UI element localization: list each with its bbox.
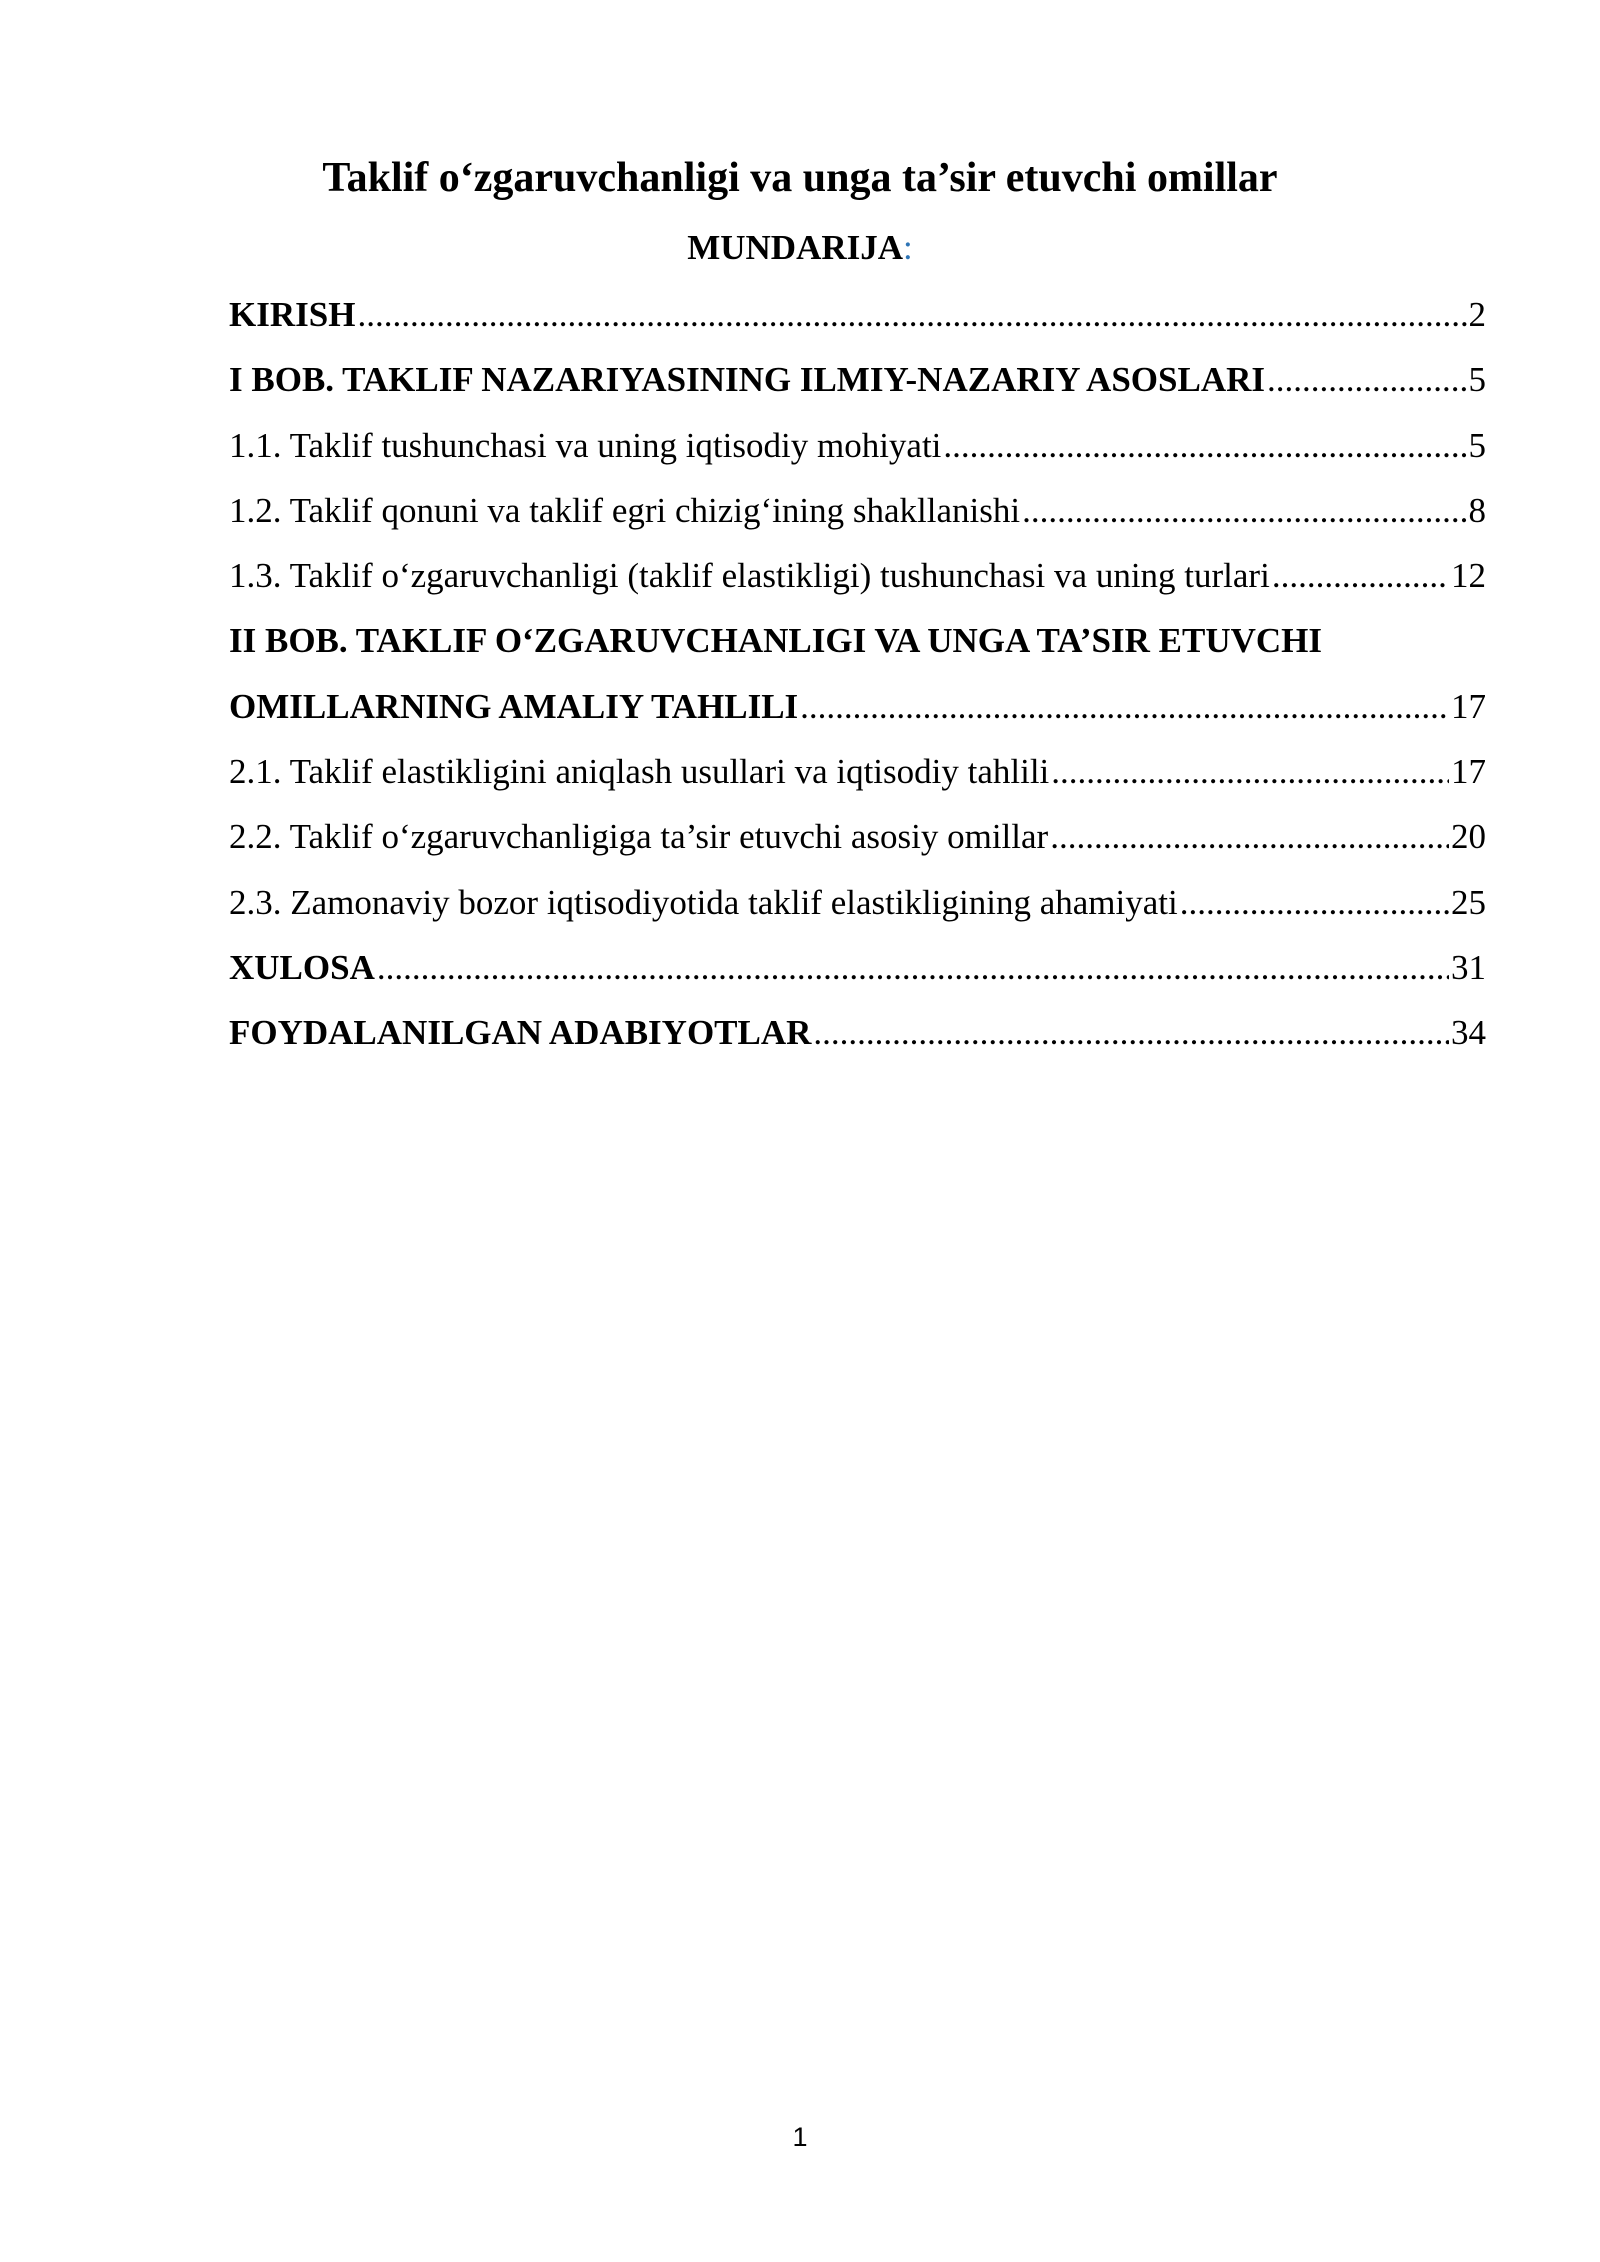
toc-entry-page: 17 <box>1451 686 1486 726</box>
table-of-contents <box>229 291 1486 1075</box>
toc-entry-references[interactable] <box>229 1009 1486 1074</box>
toc-entry-page: 5 <box>1468 425 1486 465</box>
toc-entry-label: 2.3. Zamonaviy bozor iqtisodiyotida taklif elastikligining ahamiyati <box>229 882 1178 922</box>
toc-entry-page: 25 <box>1451 882 1486 922</box>
toc-entry-label: 2.1. Taklif elastikligini aniqlash usullari va iqtisodiy tahlili <box>229 752 1050 792</box>
toc-entry-label: KIRISH <box>229 295 356 334</box>
toc-entry-label-line-1: II BOB. TAKLIF O‘ZGARUVCHANLIGI VA UNGA TA’SIR ETUVCHI <box>229 621 1322 661</box>
toc-entry-section-2-3[interactable] <box>229 879 1486 944</box>
toc-entry-chapter-1[interactable] <box>229 356 1486 421</box>
toc-entry-page: 20 <box>1451 817 1486 857</box>
toc-dot-leader <box>1022 487 1466 535</box>
toc-dot-leader <box>813 1009 1449 1057</box>
toc-entry-label: 1.3. Taklif o‘zgaruvchanligi (taklif elastikligi) tushunchasi va uning turlari <box>229 556 1270 596</box>
toc-entry-page: 2 <box>1468 295 1486 334</box>
toc-dot-leader <box>1180 879 1449 927</box>
toc-dot-leader <box>357 291 1466 339</box>
toc-entry-label: 1.2. Taklif qonuni va taklif egri chizig‘ining shakllanishi <box>229 490 1021 530</box>
toc-entry-label: 1.1. Taklif tushunchasi va uning iqtisodiy mohiyati <box>229 425 942 465</box>
document-title: Taklif o‘zgaruvchanligi va unga ta’sir etuvchi omillar <box>322 155 1278 201</box>
toc-entry-page: 5 <box>1468 360 1486 400</box>
toc-entry-section-1-1[interactable] <box>229 422 1486 487</box>
toc-entry-chapter-2[interactable] <box>229 683 1486 748</box>
toc-heading-text: MUNDARIJA <box>687 228 904 267</box>
toc-entry-page: 31 <box>1451 947 1486 987</box>
toc-entry-chapter-2-line-1[interactable] <box>229 617 1486 682</box>
toc-entry-label: FOYDALANILGAN ADABIYOTLAR <box>229 1013 812 1053</box>
toc-entry-page: 8 <box>1468 490 1486 530</box>
toc-entry-label: 2.2. Taklif o‘zgaruvchanligiga ta’sir etuvchi asosiy omillar <box>229 817 1049 857</box>
toc-entry-section-2-2[interactable] <box>229 813 1486 878</box>
toc-entry-section-1-2[interactable] <box>229 487 1486 552</box>
toc-entry-page: 34 <box>1451 1013 1486 1053</box>
toc-entry-label: I BOB. TAKLIF NAZARIYASINING ILMIY-NAZARIY ASOSLARI <box>229 360 1265 400</box>
toc-entry-kirish[interactable] <box>229 291 1486 356</box>
toc-dot-leader <box>1267 356 1467 404</box>
toc-entry-section-2-1[interactable] <box>229 748 1486 813</box>
toc-dot-leader <box>943 422 1466 470</box>
toc-entry-label: OMILLARNING AMALIY TAHLILI <box>229 686 799 726</box>
toc-entry-section-1-3[interactable] <box>229 552 1486 617</box>
toc-dot-leader <box>377 944 1449 992</box>
toc-entry-page: 12 <box>1451 556 1486 596</box>
toc-heading-colon: : <box>903 228 913 267</box>
toc-dot-leader <box>800 683 1449 731</box>
toc-entry-label: XULOSA <box>229 947 375 987</box>
toc-entry-page: 17 <box>1451 752 1486 792</box>
toc-dot-leader <box>1050 813 1449 861</box>
toc-heading <box>0 224 1600 272</box>
toc-entry-xulosa[interactable] <box>229 944 1486 1009</box>
page-number: 1 <box>792 2122 808 2152</box>
toc-dot-leader <box>1272 552 1449 600</box>
toc-dot-leader <box>1051 748 1449 796</box>
